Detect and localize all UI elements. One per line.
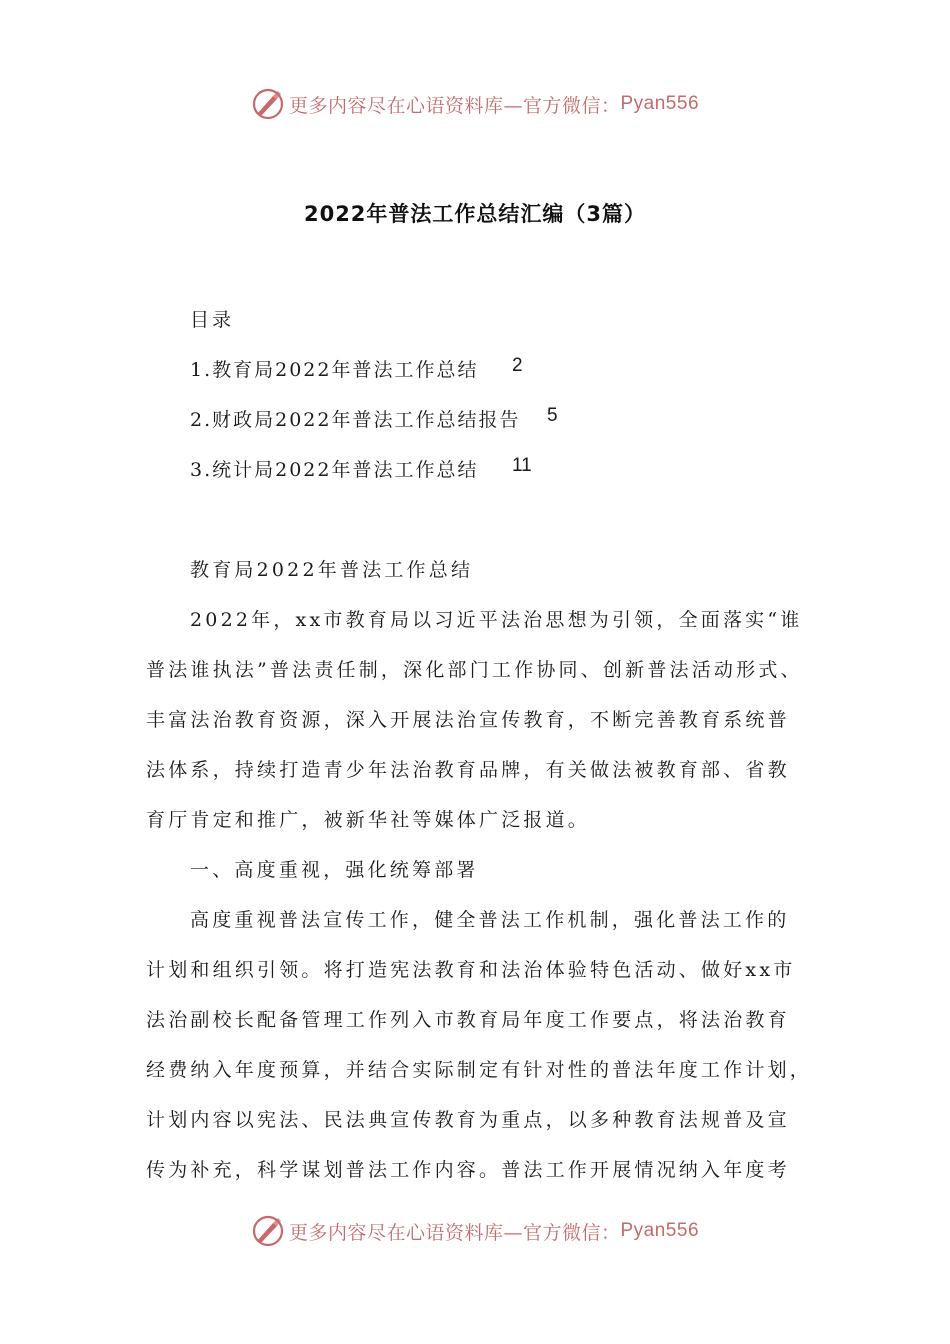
- toc-item-label: 3.统计局2022年普法工作总结: [190, 459, 479, 481]
- toc-item[interactable]: [190, 355, 523, 382]
- watermark-wechat-id: Pyan556: [620, 93, 700, 114]
- pen-logo-icon: [251, 1214, 285, 1248]
- toc-item-page: 5: [547, 405, 558, 426]
- toc-item-page: 11: [512, 455, 532, 476]
- paragraph-line: 2022年，xx市教育局以习近平法治思想为引领，全面落实“谁: [190, 609, 803, 631]
- document-title: 2022年普法工作总结汇编（3篇）: [303, 202, 647, 226]
- section-heading: 教育局2022年普法工作总结: [190, 559, 474, 581]
- paragraph-line: 育厅肯定和推广，被新华社等媒体广泛报道。: [146, 809, 591, 831]
- subsection-heading: 一、高度重视，强化统筹部署: [190, 859, 479, 881]
- watermark-text: 更多内容尽在心语资料库—官方微信：: [288, 1221, 621, 1244]
- paragraph-line: 传为补充，科学谋划普法工作内容。普法工作开展情况纳入年度考: [146, 1159, 790, 1181]
- pen-logo-icon: [251, 87, 285, 121]
- watermark-header: [0, 84, 950, 124]
- paragraph-line: 高度重视普法宣传工作，健全普法工作机制，强化普法工作的: [190, 909, 790, 931]
- toc-item-label: 2.财政局2022年普法工作总结报告: [190, 409, 521, 431]
- watermark-text: 更多内容尽在心语资料库—官方微信：: [288, 94, 621, 117]
- paragraph-line: 经费纳入年度预算，并结合实际制定有针对性的普法年度工作计划，: [146, 1059, 813, 1081]
- toc-item[interactable]: [190, 455, 532, 482]
- toc-item[interactable]: [190, 405, 558, 432]
- paragraph-line: 法体系，持续打造青少年法治教育品牌，有关做法被教育部、省教: [146, 759, 790, 781]
- paragraph-line: 普法谁执法”普法责任制，深化部门工作协同、创新普法活动形式、: [146, 659, 803, 681]
- toc-heading: 目录: [190, 309, 235, 331]
- paragraph-line: 计划和组织引领。将打造宪法教育和法治体验特色活动、做好xx市: [146, 959, 796, 981]
- toc-item-label: 1.教育局2022年普法工作总结: [190, 359, 479, 381]
- toc-item-page: 2: [512, 355, 523, 376]
- paragraph-line: 计划内容以宪法、民法典宣传教育为重点，以多种教育法规普及宣: [146, 1109, 790, 1131]
- watermark-footer: [0, 1211, 950, 1251]
- paragraph-line: 法治副校长配备管理工作列入市教育局年度工作要点，将法治教育: [146, 1009, 790, 1031]
- watermark-wechat-id: Pyan556: [620, 1220, 700, 1241]
- paragraph-line: 丰富法治教育资源，深入开展法治宣传教育，不断完善教育系统普: [146, 709, 790, 731]
